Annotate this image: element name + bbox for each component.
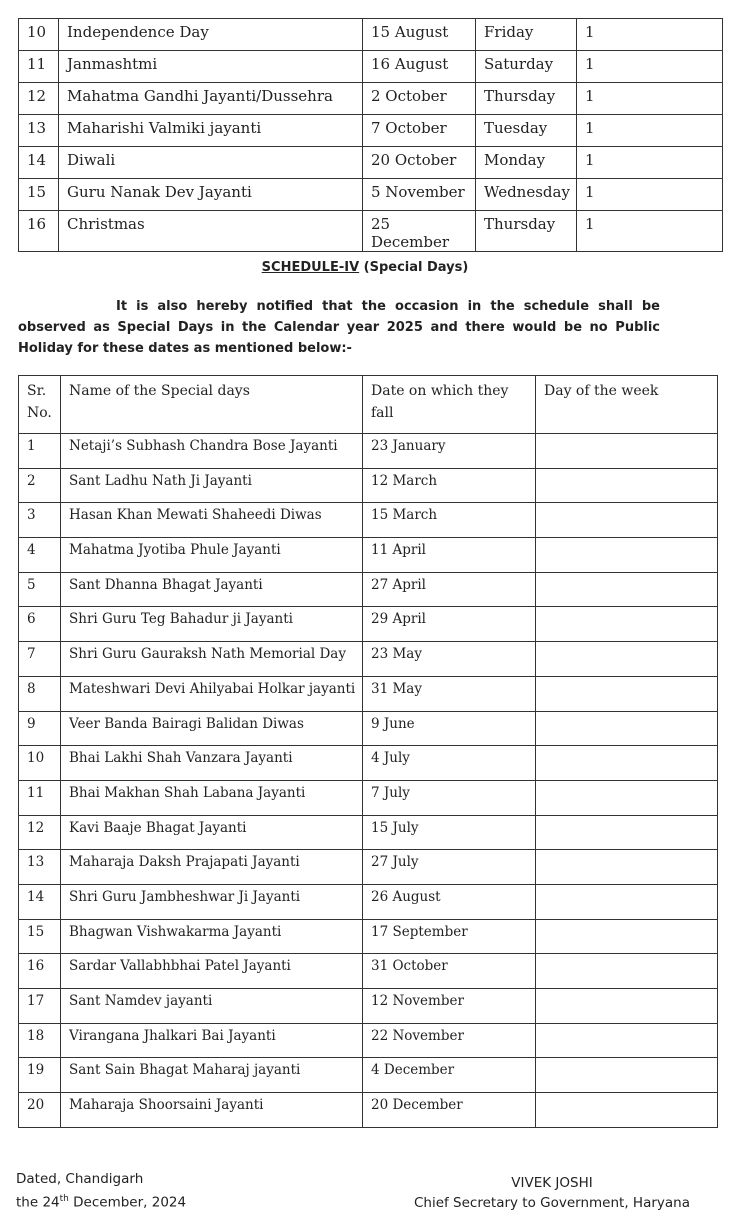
sr-no-cell: 10 [19,19,59,51]
special-day-name-cell: Maharaja Shoorsaini Jayanti [61,1093,363,1128]
sr-no-cell: 15 [19,919,61,954]
special-day-name-cell: Mahatma Jyotiba Phule Jayanti [61,538,363,573]
table-row [19,147,723,179]
sr-no-cell: 15 [19,179,59,211]
holiday-name-cell: Diwali [59,147,363,179]
table-row [19,179,723,211]
sr-no-cell: 11 [19,780,61,815]
table-row [19,850,718,885]
special-day-date-cell: 29 April [363,607,536,642]
table-row [19,989,718,1024]
sr-no-cell: 12 [19,815,61,850]
table-row [19,572,718,607]
holiday-day-cell: Monday [476,147,577,179]
holiday-date-cell: 25 December [363,211,476,252]
sr-no-cell: 5 [19,572,61,607]
special-days-table [18,375,718,1128]
table-row [19,884,718,919]
sr-no-cell: 6 [19,607,61,642]
header-date: Date on which they fall [363,376,536,434]
dated-block [16,1169,186,1213]
special-day-weekday-cell [536,572,718,607]
table-row [19,746,718,781]
dated-place: Dated, Chandigarh [16,1171,144,1187]
table-row [19,83,723,115]
table-row [19,211,723,252]
holiday-date-cell: 16 August [363,51,476,83]
special-day-name-cell: Veer Banda Bairagi Balidan Diwas [61,711,363,746]
table-row [19,815,718,850]
table-row [19,538,718,573]
sr-no-cell: 7 [19,642,61,677]
table-row [19,919,718,954]
holiday-name-cell: Christmas [59,211,363,252]
sr-no-cell: 13 [19,850,61,885]
table-row [19,468,718,503]
schedule-subtitle: (Special Days) [359,260,469,275]
special-day-weekday-cell [536,1023,718,1058]
special-day-name-cell: Shri Guru Teg Bahadur ji Jayanti [61,607,363,642]
date-suffix: December, 2024 [68,1194,187,1211]
holiday-count-cell: 1 [576,179,722,211]
holiday-day-cell: Thursday [476,83,577,115]
notice-paragraph: It is also hereby notified that the occasion in the schedule shall be observed as Special Days in the Calendar year 2025 and there would be no Public Holiday for these dates as mentioned below:- [18,299,660,356]
table-header-row [19,376,718,434]
holiday-count-cell: 1 [576,83,722,115]
table-row [19,1093,718,1128]
special-day-name-cell: Virangana Jhalkari Bai Jayanti [61,1023,363,1058]
table-row [19,115,723,147]
special-day-weekday-cell [536,676,718,711]
sr-no-cell: 17 [19,989,61,1024]
special-day-weekday-cell [536,503,718,538]
sr-no-cell: 11 [19,51,59,83]
schedule-heading [0,260,730,275]
special-day-date-cell: 17 September [363,919,536,954]
sr-no-cell: 14 [19,147,59,179]
special-day-date-cell: 26 August [363,884,536,919]
table-row [19,642,718,677]
special-day-weekday-cell [536,780,718,815]
holiday-name-cell: Guru Nanak Dev Jayanti [59,179,363,211]
table-row [19,780,718,815]
special-day-name-cell: Sant Ladhu Nath Ji Jayanti [61,468,363,503]
special-day-name-cell: Maharaja Daksh Prajapati Jayanti [61,850,363,885]
table-row [19,954,718,989]
special-day-date-cell: 15 March [363,503,536,538]
header-name: Name of the Special days [61,376,363,434]
special-day-date-cell: 31 October [363,954,536,989]
signatory-name: VIVEK JOSHI [511,1175,593,1191]
table-row [19,434,718,469]
holiday-day-cell: Saturday [476,51,577,83]
table-row [19,607,718,642]
sr-no-cell: 1 [19,434,61,469]
special-day-weekday-cell [536,1093,718,1128]
special-day-name-cell: Shri Guru Gauraksh Nath Memorial Day [61,642,363,677]
special-day-name-cell: Bhai Lakhi Shah Vanzara Jayanti [61,746,363,781]
special-day-date-cell: 20 December [363,1093,536,1128]
special-day-weekday-cell [536,850,718,885]
special-day-name-cell: Hasan Khan Mewati Shaheedi Diwas [61,503,363,538]
special-day-date-cell: 31 May [363,676,536,711]
special-day-date-cell: 27 July [363,850,536,885]
holiday-date-cell: 15 August [363,19,476,51]
holiday-day-cell: Thursday [476,211,577,252]
table-row [19,711,718,746]
holiday-count-cell: 1 [576,211,722,252]
special-day-date-cell: 22 November [363,1023,536,1058]
sr-no-cell: 16 [19,954,61,989]
holiday-table [18,18,723,252]
holiday-date-cell: 7 October [363,115,476,147]
special-day-weekday-cell [536,711,718,746]
special-day-date-cell: 4 December [363,1058,536,1093]
holiday-date-cell: 5 November [363,179,476,211]
special-day-date-cell: 12 March [363,468,536,503]
holiday-date-cell: 2 October [363,83,476,115]
special-day-date-cell: 9 June [363,711,536,746]
date-prefix: the 24 [16,1194,60,1211]
special-day-weekday-cell [536,989,718,1024]
special-day-date-cell: 12 November [363,989,536,1024]
special-day-name-cell: Sant Namdev jayanti [61,989,363,1024]
special-day-date-cell: 11 April [363,538,536,573]
special-day-date-cell: 15 July [363,815,536,850]
special-day-date-cell: 23 January [363,434,536,469]
header-sr-no: Sr. No. [19,376,61,434]
special-day-weekday-cell [536,954,718,989]
special-day-name-cell: Sant Dhanna Bhagat Jayanti [61,572,363,607]
special-day-name-cell: Bhai Makhan Shah Labana Jayanti [61,780,363,815]
sr-no-cell: 10 [19,746,61,781]
table-row [19,19,723,51]
special-day-weekday-cell [536,434,718,469]
special-day-name-cell: Sant Sain Bhagat Maharaj jayanti [61,1058,363,1093]
table-row [19,676,718,711]
holiday-day-cell: Friday [476,19,577,51]
sr-no-cell: 20 [19,1093,61,1128]
sr-no-cell: 3 [19,503,61,538]
special-day-date-cell: 4 July [363,746,536,781]
holiday-day-cell: Tuesday [476,115,577,147]
special-day-date-cell: 23 May [363,642,536,677]
special-day-name-cell: Netaji’s Subhash Chandra Bose Jayanti [61,434,363,469]
holiday-count-cell: 1 [576,51,722,83]
special-day-name-cell: Bhagwan Vishwakarma Jayanti [61,919,363,954]
special-day-weekday-cell [536,884,718,919]
special-day-name-cell: Sardar Vallabhbhai Patel Jayanti [61,954,363,989]
holiday-count-cell: 1 [576,19,722,51]
holiday-name-cell: Janmashtmi [59,51,363,83]
sr-no-cell: 14 [19,884,61,919]
sr-no-cell: 16 [19,211,59,252]
sr-no-cell: 2 [19,468,61,503]
header-day-of-week: Day of the week [536,376,718,434]
special-day-name-cell: Kavi Baaje Bhagat Jayanti [61,815,363,850]
special-day-weekday-cell [536,642,718,677]
schedule-number: SCHEDULE-IV [261,260,360,275]
special-day-date-cell: 7 July [363,780,536,815]
signatory-title: Chief Secretary to Government, Haryana [413,1195,690,1211]
special-day-weekday-cell [536,607,718,642]
special-day-date-cell: 27 April [363,572,536,607]
dated-date [16,1189,186,1213]
special-day-weekday-cell [536,468,718,503]
special-day-name-cell: Mateshwari Devi Ahilyabai Holkar jayanti [61,676,363,711]
date-ordinal: th [59,1194,69,1204]
special-day-name-cell: Shri Guru Jambheshwar Ji Jayanti [61,884,363,919]
table-row [19,1023,718,1058]
holiday-count-cell: 1 [576,147,722,179]
sr-no-cell: 4 [19,538,61,573]
sr-no-cell: 9 [19,711,61,746]
sr-no-cell: 8 [19,676,61,711]
special-day-weekday-cell [536,919,718,954]
special-day-weekday-cell [536,815,718,850]
holiday-day-cell: Wednesday [476,179,577,211]
holiday-name-cell: Mahatma Gandhi Jayanti/Dussehra [59,83,363,115]
holiday-date-cell: 20 October [363,147,476,179]
sr-no-cell: 12 [19,83,59,115]
sr-no-cell: 18 [19,1023,61,1058]
sr-no-cell: 13 [19,115,59,147]
table-row [19,51,723,83]
table-row [19,503,718,538]
sr-no-cell: 19 [19,1058,61,1093]
holiday-name-cell: Maharishi Valmiki jayanti [59,115,363,147]
special-day-weekday-cell [536,538,718,573]
holiday-count-cell: 1 [576,115,722,147]
signatory-block [414,1173,690,1213]
holiday-name-cell: Independence Day [59,19,363,51]
special-day-weekday-cell [536,746,718,781]
special-day-weekday-cell [536,1058,718,1093]
table-row [19,1058,718,1093]
